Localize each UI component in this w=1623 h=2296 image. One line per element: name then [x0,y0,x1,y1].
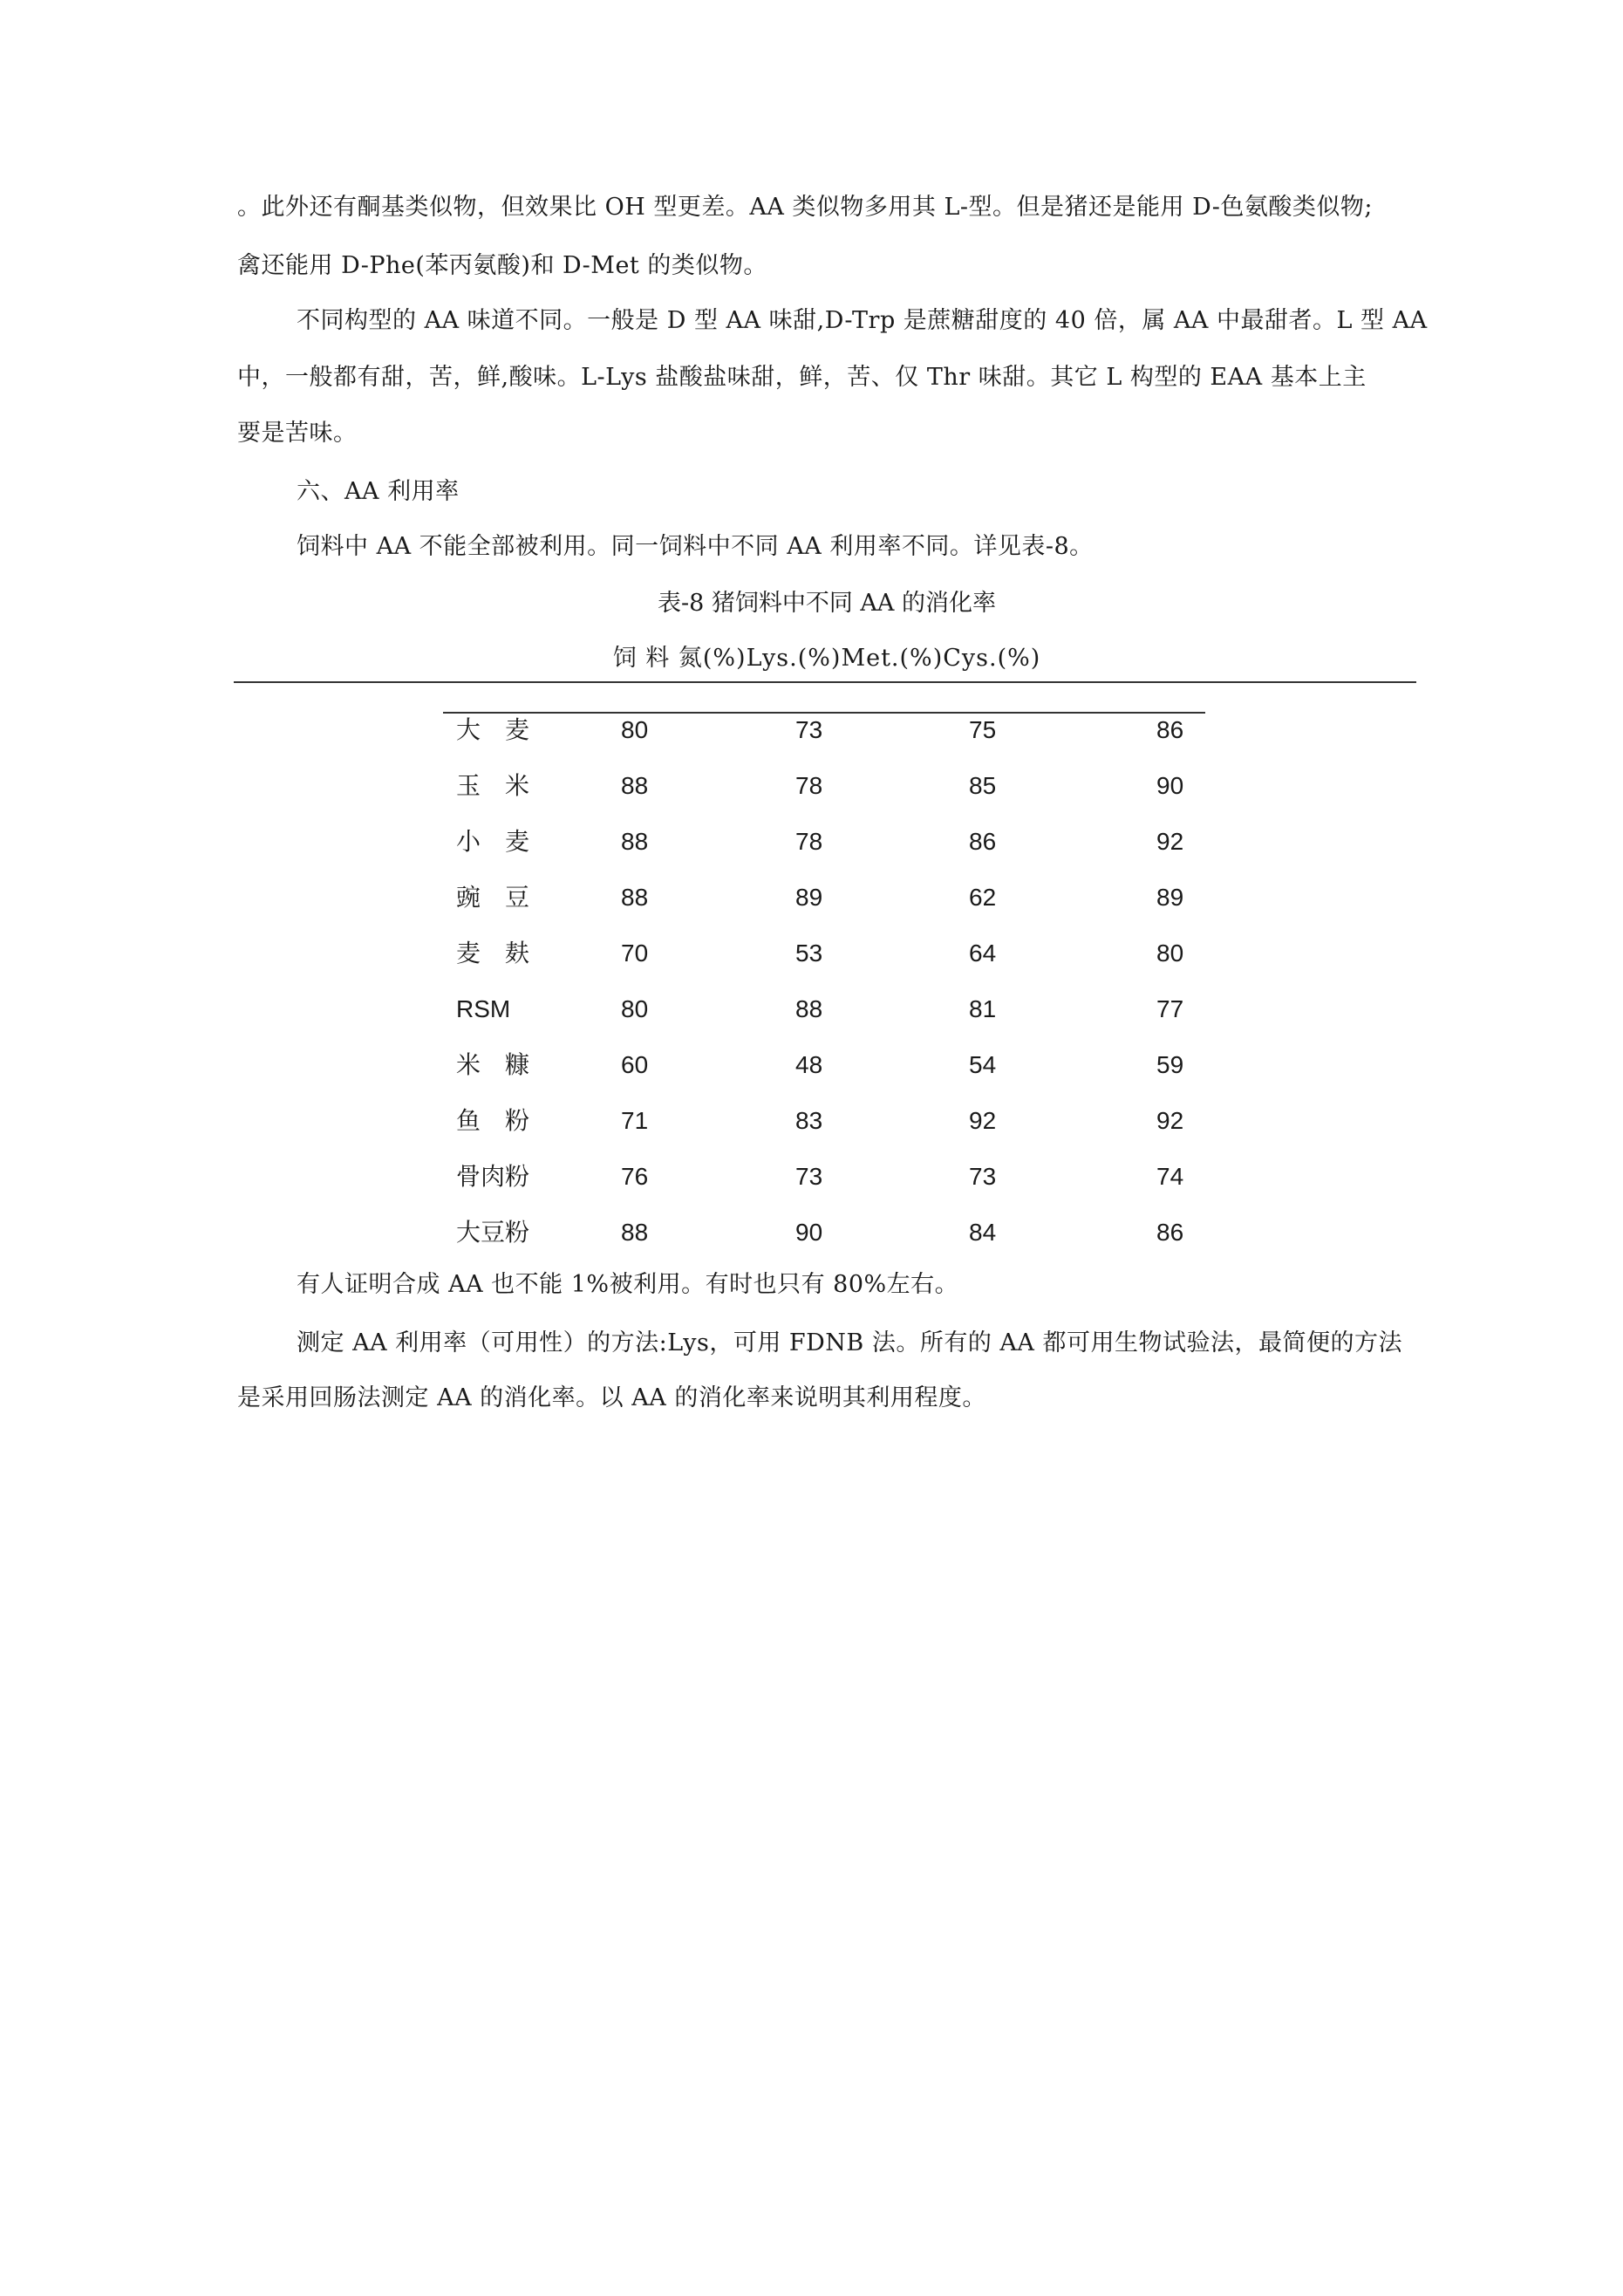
cell-met: 84 [969,1219,997,1246]
cell-lys: 53 [795,940,823,967]
cell-nitrogen: 80 [621,716,649,743]
cell-lys: 73 [795,1163,823,1190]
cell-lys: 73 [795,716,823,743]
row-name: 玉 米 [456,771,530,800]
cell-lys: 88 [795,995,823,1022]
cell-met: 81 [969,995,997,1022]
text-line: 是采用回肠法测定 AA 的消化率。以 AA 的消化率来说明其利用程度。 [237,1384,986,1411]
table-row [0,1215,1623,1250]
cell-cys: 80 [1156,940,1184,967]
table-row [0,769,1623,803]
cell-cys: 89 [1156,884,1184,911]
cell-met: 85 [969,772,997,799]
row-name: 小 麦 [456,827,530,856]
cell-met: 64 [969,940,997,967]
row-name: 米 糠 [456,1050,530,1079]
table-rule-top [234,681,1416,683]
row-name: 大豆粉 [456,1218,530,1247]
cell-nitrogen: 88 [621,1219,649,1246]
cell-nitrogen: 76 [621,1163,649,1190]
cell-nitrogen: 80 [621,995,649,1022]
table-row [0,824,1623,859]
cell-cys: 74 [1156,1163,1184,1190]
text-line: 不同构型的 AA 味道不同。一般是 D 型 AA 味甜,D-Trp 是蔗糖甜度的 40 倍，属 AA 中最甜者。L 型 AA [297,307,1428,334]
cell-met: 62 [969,884,997,911]
text-line: 测定 AA 利用率（可用性）的方法:Lys，可用 FDNB 法。所有的 AA 都可用生物试验法，最简便的方法 [297,1329,1402,1356]
table-row [0,880,1623,915]
table-row [0,936,1623,971]
cell-cys: 90 [1156,772,1184,799]
cell-nitrogen: 70 [621,940,649,967]
cell-cys: 86 [1156,1219,1184,1246]
cell-nitrogen: 71 [621,1107,649,1134]
cell-lys: 48 [795,1051,823,1078]
row-name: 鱼 粉 [456,1106,530,1135]
table-row [0,713,1623,748]
cell-cys: 59 [1156,1051,1184,1078]
cell-met: 92 [969,1107,997,1134]
cell-cys: 86 [1156,716,1184,743]
cell-met: 75 [969,716,997,743]
cell-nitrogen: 88 [621,772,649,799]
cell-nitrogen: 88 [621,828,649,855]
table-row [0,992,1623,1027]
table-header: 饲 料 氮(%)Lys.(%)Met.(%)Cys.(%) [612,645,1041,672]
cell-met: 86 [969,828,997,855]
cell-nitrogen: 88 [621,884,649,911]
cell-lys: 90 [795,1219,823,1246]
cell-cys: 92 [1156,1107,1184,1134]
table-row [0,1048,1623,1083]
text-line: 。此外还有酮基类似物，但效果比 OH 型更差。AA 类似物多用其 L-型。但是猪还是能用 D-色氨酸类似物; [237,194,1374,221]
text-line: 禽还能用 D-Phe(苯丙氨酸)和 D-Met 的类似物。 [237,252,767,279]
cell-cys: 77 [1156,995,1184,1022]
table-row [0,1104,1623,1138]
section-heading: 六、AA 利用率 [297,478,460,505]
cell-cys: 92 [1156,828,1184,855]
cell-lys: 78 [795,828,823,855]
row-name: RSM [456,995,511,1022]
text-line: 有人证明合成 AA 也不能 1%被利用。有时也只有 80%左右。 [297,1271,959,1298]
cell-lys: 89 [795,884,823,911]
cell-lys: 83 [795,1107,823,1134]
table-row [0,1159,1623,1194]
cell-met: 54 [969,1051,997,1078]
row-name: 大 麦 [456,715,530,744]
row-name: 豌 豆 [456,883,530,912]
row-name: 麦 麸 [456,939,530,967]
row-name: 骨肉粉 [456,1162,530,1191]
cell-met: 73 [969,1163,997,1190]
text-line: 中，一般都有甜，苦，鲜,酸味。L-Lys 盐酸盐味甜，鲜，苦、仅 Thr 味甜。其它 L 构型的 EAA 基本上主 [237,364,1367,391]
text-line: 饲料中 AA 不能全部被利用。同一饲料中不同 AA 利用率不同。详见表-8。 [297,533,1094,560]
table-caption: 表-8 猪饲料中不同 AA 的消化率 [657,590,997,617]
cell-lys: 78 [795,772,823,799]
text-line: 要是苦味。 [237,420,358,447]
cell-nitrogen: 60 [621,1051,649,1078]
